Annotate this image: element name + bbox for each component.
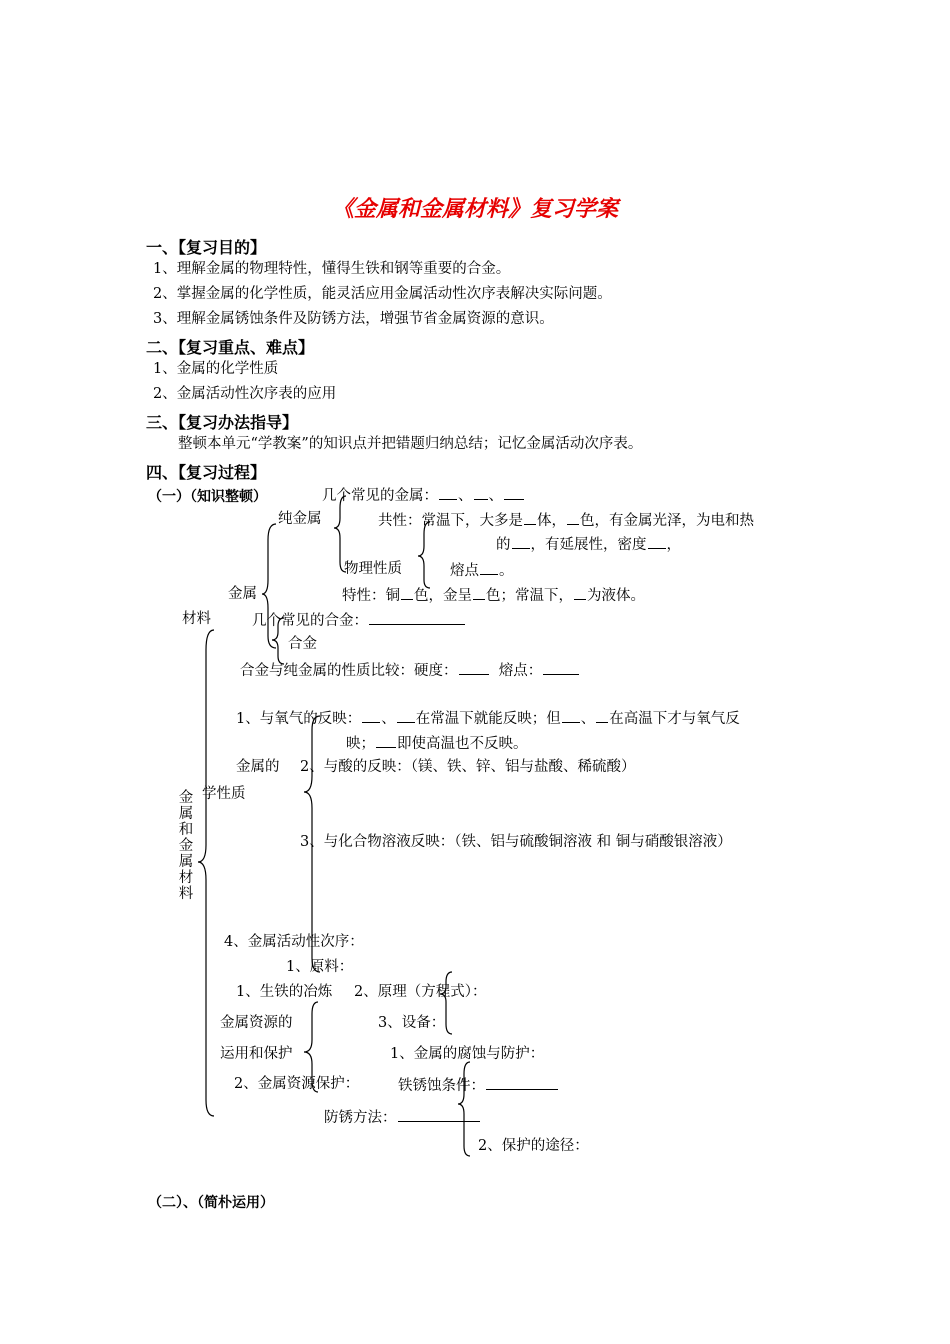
section-3-text: 整顿本单元“学教案”的知识点并把错题归纳总结；记忆金属活动次序表。 bbox=[178, 436, 643, 452]
section-2-item-2: 2、金属活动性次序表的应用 bbox=[153, 386, 337, 402]
acid-reaction-line: 2、与酸的反映：（镁、铁、锌、铝与盐酸、稀硫酸） bbox=[300, 759, 636, 775]
brace-smelting bbox=[440, 972, 452, 1034]
common-metals-line: 几个常见的金属： 、 、 bbox=[322, 485, 525, 505]
brace-metal-material bbox=[198, 630, 214, 1116]
activity-series-line: 4、金属活动性次序： bbox=[224, 934, 364, 950]
brace-pure-metal bbox=[334, 496, 346, 572]
alloy-compare-line: 合金与纯金属的性质比较：硬度： 熔点： bbox=[240, 660, 580, 680]
special-property-line: 特性：铜 色，金呈 色；常温下， 为液体。 bbox=[342, 585, 645, 605]
pure-metal-label: 纯金属 bbox=[278, 511, 322, 527]
protection-ways-line: 2、保护的途径： bbox=[478, 1138, 589, 1154]
metal-label: 金属 bbox=[228, 586, 257, 602]
metal-of-label: 金属的 bbox=[236, 759, 280, 775]
melting-point-line: 熔点 。 bbox=[450, 560, 514, 580]
brace-corrosion bbox=[458, 1062, 470, 1156]
brace-chem-property bbox=[304, 716, 320, 972]
common-property-line-2: 的 ，有延展性，密度 ， bbox=[496, 534, 681, 554]
compound-reaction-line: 3、与化合物溶液反映：（铁、铝与硫酸铜溶液 和 铜与硝酸银溶液） bbox=[300, 834, 732, 850]
resource-label-1: 金属资源的 bbox=[220, 1015, 293, 1031]
resource-label-2: 运用和保护 bbox=[220, 1046, 293, 1062]
section-4-heading: 四、【复习过程】 bbox=[146, 463, 267, 482]
section-1-item-2: 2、掌握金属的化学性质，能灵活应用金属活动性次序表解决实际问题。 bbox=[153, 286, 612, 302]
iron-smelting-label: 1、生铁的冶炼 bbox=[236, 984, 333, 1000]
brace-metal bbox=[262, 524, 276, 648]
common-property-line-1: 共性：常温下，大多是 体， 色，有金属光泽，为电和热 bbox=[378, 510, 754, 530]
raw-material-line: 1、原料： bbox=[286, 959, 354, 975]
section-2-item-1: 1、金属的化学性质 bbox=[153, 361, 279, 377]
section-3-heading: 三、【复习办法指导】 bbox=[146, 413, 299, 432]
section-1-item-1: 1、理解金属的物理特性，懂得生铁和钢等重要的合金。 bbox=[153, 261, 511, 277]
part-1-label: （一）（知识整顿） bbox=[148, 489, 267, 505]
alloy-label: 合金 bbox=[288, 636, 317, 652]
material-label: 材料 bbox=[182, 611, 211, 627]
principle-line: 2、原理（方程式）： bbox=[354, 984, 487, 1000]
brace-physical bbox=[418, 522, 430, 588]
page-title: 《金属和金属材料》复习学案 bbox=[331, 197, 618, 222]
equipment-line: 3、设备： bbox=[378, 1015, 446, 1031]
section-1-item-3: 3、理解金属锈蚀条件及防锈方法，增强节省金属资源的意识。 bbox=[153, 311, 554, 327]
rust-prevention-line: 防锈方法： bbox=[324, 1107, 481, 1127]
oxygen-reaction-line-2: 映； 即使高温也不反映。 bbox=[346, 733, 528, 753]
resource-protection-label: 2、金属资源保护： bbox=[234, 1076, 360, 1092]
rust-condition-line: 铁锈蚀条件： bbox=[398, 1075, 559, 1095]
part-2-label: （二）、（简朴运用） bbox=[148, 1195, 274, 1211]
vertical-topic-label: 金 属 和 金 属 材 料 bbox=[178, 790, 194, 902]
section-2-heading: 二、【复习重点、难点】 bbox=[146, 338, 315, 357]
corrosion-line: 1、金属的腐蚀与防护： bbox=[390, 1046, 545, 1062]
oxygen-reaction-line-1: 1、与氧气的反映： 、 在常温下就能反映；但 、 在高温下才与氧气反 bbox=[236, 708, 740, 728]
brace-alloy bbox=[272, 618, 284, 664]
physical-property-label: 物理性质 bbox=[344, 561, 402, 577]
chemical-property-label: 学性质 bbox=[202, 786, 246, 802]
brace-resource bbox=[304, 1002, 318, 1092]
common-alloys-line: 几个常见的合金： bbox=[252, 610, 466, 630]
section-1-heading: 一、【复习目的】 bbox=[146, 238, 267, 257]
